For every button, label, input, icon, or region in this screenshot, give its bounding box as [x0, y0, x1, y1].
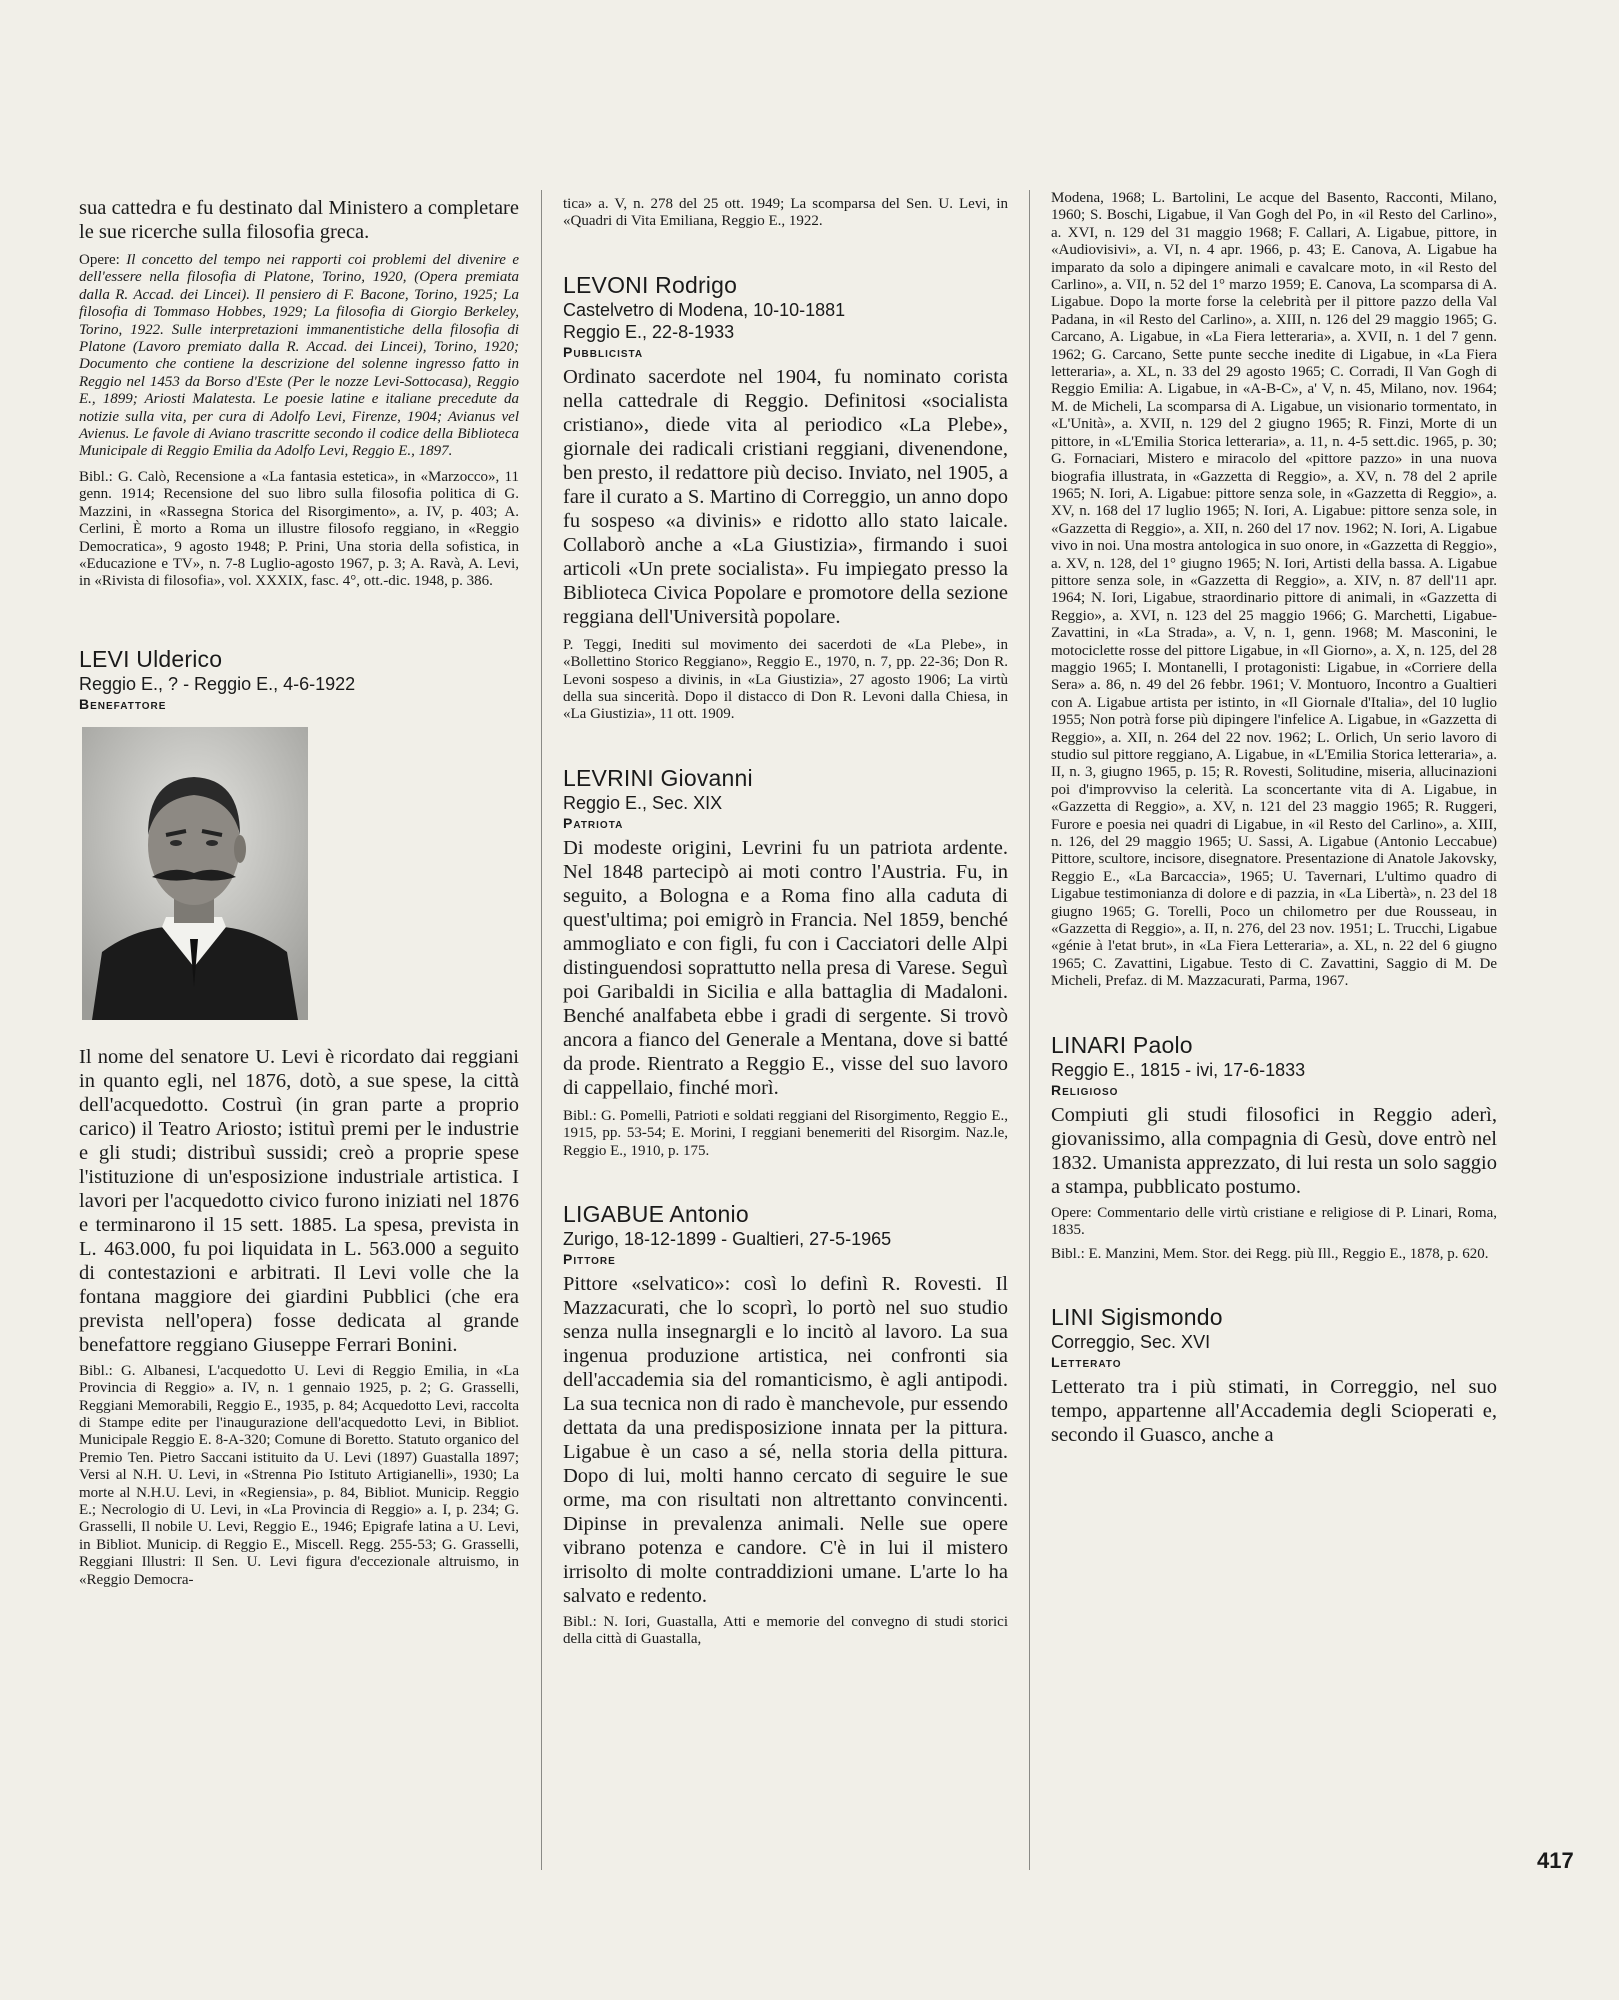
entry-profession: Letterato: [1051, 1353, 1122, 1370]
entry-body: Ordinato sacerdote nel 1904, fu nominato corista nella cattedrale di Reggio. Definitosi «socialista cristiano», diede vita al periodico «La Plebe», giornale dei radicali cristiani reggiani, divenendone, ben presto, il redattore più deciso. Inviato, nel 1905, a fare il curato a S. Martino di Correggio, un anno dopo fu sospeso «a divinis» e ridotto allo stato laicale. Collaborò anche a «La Giustizia», firmando i suoi articoli «Un prete socialista». Fu impiegato presso la Biblioteca Civica Popolare e promotore della sezione reggiana dell'Università popolare.: [563, 365, 1008, 628]
entry-ligabue-antonio: [563, 1200, 1008, 1268]
entry-linari-paolo: [1051, 1031, 1497, 1099]
continued-bibliography: Modena, 1968; L. Bartolini, Le acque del Basento, Racconti, Milano, 1960; S. Boschi, Ligabue, il Van Gogh del Po, in «il Resto del Carlino», a. XVI, n. 129 del 31 maggio 1968; F. Callari, A. Ligabue, pittore, in «Audiovisivi», a. VI, n. 4 apr. 1966, p. 43; E. Canova, A. Ligabue ha imparato da solo a dipingere animali e cavalcare moto, in «il Resto del Carlino», a. VII, n. 52 del 1° marzo 1959; E. Canova, La scomparsa di A. Ligabue. Dopo la morte forse la celebrità per il pittore pazzo della Val Padana, in «il Resto del Carlino», a. XIII, n. 126 del 29 maggio 1965; G. Carcano, A. Ligabue, in «La Fiera letteraria», a. XVII, n. 1 del 7 genn. 1962; G. Carcano, Sette punte secche inedite di Ligabue, in «La Fiera letteraria», a. XL, n. 33 del 29 agosto 1965; C. Corradi, Il Van Gogh di Reggio Emilia: A. Ligabue, in «A-B-C», a' V, n. 45, Milano, nov. 1964; M. de Micheli, La scomparsa di A. Ligabue, un visionario tormentato, in «L'Unità», a. XVII, n. 129 del 2 giugno 1965; R. Finzi, Morte di un pittore, in «L'Emilia Storica letteraria», a. 11, n. 4-5 sett.dic. 1965, p. 30; G. Fornaciari, Mistero e miracolo del «pittore pazzo» in una nuova biografia illustrata, in «Gazzetta di Reggio», a. XV, n. 78 del 2 aprile 1965; N. Iori, A. Ligabue: pittore senza sole, in «Gazzetta di Reggio», a. XV, n. 168 del 17 luglio 1965; N. Iori, A. Ligabue: pittore senza sole, in «Gazzetta di Reggio», a. XII, n. 260 del 17 nov. 1962; N. Iori, A. Ligabue vivo in noi. Una mostra antologica in suo onore, in «Gazzetta di Reggio», a. XV, n. 128, del 1° giugno 1965; N. Iori, Artisti della bassa. A. Ligabue pittore senza sole, in «Gazzetta di Reggio», a. XIV, n. 87 dell'11 apr. 1964; N. Iori, Ligabue, straordinario pittore di animali, in «Gazzetta di Reggio», a. XVI, n. 123 del 25 maggio 1966; G. Marchetti, Ligabue-Zavattini, in «La Strada», a. V, n. 1, genn. 1968; M. Masconini, le motociclette rosse del pittore Ligabue, in «Il Giorno», a. X, n. 125, del 28 maggio 1965; I. Montanelli, I protagonisti: Ligabue, in «Corriere della Sera» a. 86, n. 49 del 26 febbr. 1961; V. Montuoro, Incontro a Gualtieri con A. Ligabue artista per istinto, in «Il Giornale d'Italia», del 10 luglio 1955; Non potrà forse più dipingere l'infelice A. Ligabue, in «Gazzetta di Reggio», a. XII, n. 264 del 22 nov. 1962; L. Orlich, Un serio lavoro di studio sul pittore reggiano, A. Ligabue, in «L'Emilia Storica letteraria», a. II, n. 3, giugno 1965, p. 15; R. Rovesti, Solitudine, miseria, allucinazioni poi d'improvviso la celerità. La sconcertante vita di A. Ligabue, in «Gazzetta di Reggio», a. XV, n. 121 del 23 maggio 1965; R. Ruggeri, Furore e poesia nei quadri di Ligabue, in «il Resto del Carlino», a. XIII, n. 126, del 29 maggio 1965; U. Sassi, A. Ligabue (Antonio Leccabue) Pittore, scultore, incisore, disegnatore. Presentazione di Anatole Jakovsky, Reggio E., «La Barcaccia», 1965; U. Tavernari, L'ultimo quadro di Ligabue testimonianza di dolore e di pazzia, in «La Libertà», n. 23 del 18 giugno 1965; G. Torelli, Poco un chilometro per due Rousseau, in «Gazzetta di Reggio», a. II, n. 276, del 23 nov. 1951; L. Trucchi, Ligabue «génie à l'etat brut», in «La Fiera Letteraria», a. XL, n. 22 del 6 giugno 1965; C. Zavattini, Ligabue. Testo di C. Zavattini, Saggio di M. De Micheli, Prefaz. di M. Mazzacurati, Parma, 1967.: [1051, 190, 1497, 990]
entry-body: Pittore «selvatico»: così lo definì R. Rovesti. Il Mazzacurati, che lo scoprì, lo portò nel suo studio senza nulla insegnargli e lo incitò al lavoro. La sua ingenua produzione artistica, nei confronti sia dell'accademia sia del romanticismo, è agli antipodi. La sua tecnica non di rado è manchevole, pur essendo dettata da una predisposizione innata per la pittura. Ligabue è un caso a sé, nella storia della pittura. Dopo di lui, molti hanno cercato di seguire le sue orme, ma con risultati non altrettanto convincenti. Dipinse in prevalenza animali. Nelle sue opere vibrano potenza e candore. C'è in lui il mistero irrisolto di molte contraddizioni umane. L'arte lo ha salvato e redento.: [563, 1273, 1008, 1608]
column-divider: [1029, 190, 1030, 1870]
entry-name: LIGABUE Antonio: [563, 1201, 749, 1228]
opere-list: Opere: Commentario delle virtù cristiane e religiose di P. Linari, Roma, 1835.: [1051, 1204, 1497, 1239]
entry-name: LINI Sigismondo: [1051, 1303, 1223, 1330]
bibliography: P. Teggi, Inediti sul movimento dei sacerdoti de «La Plebe», in «Bollettino Storico Reggiano», Reggio E., 1970, n. 7, pp. 22-36; Don R. Levoni sospeso a divinis, in «La Giustizia», 27 agosto 1906; La virtù della sua sincerità. Dopo il distacco di Don R. Levoni dalla Chiesa, in «La Giustizia», 11 ott. 1909.: [563, 636, 1008, 723]
entry-dates: Correggio, Sec. XVI: [1051, 1331, 1211, 1352]
column-right: [1051, 190, 1497, 1447]
entry-body: Letterato tra i più stimati, in Correggio, nel suo tempo, appartenne all'Accademia degli Scioperati e, secondo il Guasco, anche a: [1051, 1375, 1497, 1446]
entry-name: LEVRINI Giovanni: [563, 764, 753, 791]
opere-list: Opere: Il concetto del tempo nei rapporti coi problemi del divenire e dell'essere nella filosofia di Platone, Torino, 1920, (Opera premiata dalla R. Accad. dei Lincei). Il pensiero di F. Bacone, Torino, 1925; La filosofia di Tommaso Hobbes, 1929; La filosofia di Giorgio Berkeley, Torino, 1922. Sulle interpretazioni immanentistiche della filosofia di Platone (Lavoro premiato dalla R. Accad. dei Lincei), Torino, 1920; Documento che contiene la descrizione del solenne ingresso fatto in Reggio nel 1453 da Borso d'Este (Per le nozze Levi-Sottocasa), Reggio E., 1899; Ariosti Malatesta. Le poesie latine e italiane precedute da notizie sulla vita, per cura di Adolfo Levi, Firenze, 1904; Avianus vel Avienus. Le favole di Aviano trascritte secondo il codice della Biblioteca Municipale di Reggio Emilia da Adolfo Levi, Reggio E., 1897.: [79, 252, 520, 460]
continued-bibliography: tica» a. V, n. 278 del 25 ott. 1949; La scomparsa del Sen. U. Levi, in «Quadri di Vita Emiliana, Reggio E., 1922.: [563, 196, 1008, 230]
continued-text: sua cattedra e fu destinato dal Ministero a completare le sue ricerche sulla filosofia greca.: [79, 197, 519, 243]
entry-dates: Reggio E., ? - Reggio E., 4-6-1922: [79, 673, 356, 694]
column-left: [79, 196, 519, 1589]
entry-name: LEVONI Rodrigo: [563, 271, 738, 298]
entry-profession: Pittore: [563, 1251, 616, 1268]
entry-dates: Reggio E., 1815 - ivi, 17-6-1833: [1051, 1059, 1306, 1080]
bibliography: Bibl.: E. Manzini, Mem. Stor. dei Regg. più Ill., Reggio E., 1878, p. 620.: [1051, 1245, 1489, 1262]
page-number: 417: [1537, 1848, 1574, 1873]
entry-dates: Zurigo, 18-12-1899 - Gualtieri, 27-5-1965: [563, 1229, 892, 1250]
entry-body: Il nome del senatore U. Levi è ricordato dai reggiani in quanto egli, nel 1876, dotò, a sue spese, la città dell'acquedotto. Costruì (in gran parte a proprio carico) il Teatro Ariosto; istituì premi per le industrie e gli studi; distribuì sussidi; creò a proprie spese l'istituzione di un'esposizione industriale artistica. I lavori per l'acquedotto civico furono iniziati nel 1876 e terminarono il 15 sett. 1885. La spesa, prevista in L. 463.000, fu poi liquidata in L. 563.000 a seguito di contestazioni e arbitrati. Il Levi volle che la fontana maggiore dei giardini Pubblici (che era prevista nell'opera) fosse dedicata al grande benefattore reggiano Giuseppe Ferrari Bonini.: [79, 1045, 519, 1356]
entry-levoni-rodrigo: [563, 271, 1008, 361]
entry-dates: Reggio E., 22-8-1933: [563, 321, 735, 342]
bibliography: Bibl.: N. Iori, Guastalla, Atti e memorie del convegno di studi storici della città di Guastalla,: [563, 1614, 1008, 1648]
entry-dates: Reggio E., Sec. XIX: [563, 792, 723, 813]
portrait-photo: [82, 727, 308, 1020]
entry-lini-sigismondo: [1051, 1303, 1497, 1371]
bibliography: Bibl.: G. Calò, Recensione a «La fantasia estetica», in «Marzocco», 11 genn. 1914; Recensione del suo libro sulla filosofia politica di G. Mazzini, in «Rassegna Storica del Risorgimento», a. IV, p. 403; A. Cerlini, È morto a Roma un illustre filosofo reggiano, in «Reggio Democratica», 9 agosto 1948; P. Prini, Una storia della sofistica, in «Educazione e TV», n. 7-8 Luglio-agosto 1967, p. 3; A. Ravà, A. Levi, in «Rivista di filosofia», vol. XXXIX, fasc. 4°, ott.-dic. 1948, p. 386.: [79, 468, 519, 590]
column-divider: [541, 190, 542, 1870]
entry-name: LEVI Ulderico: [79, 645, 223, 672]
entry-dates: Castelvetro di Modena, 10-10-1881: [563, 299, 846, 320]
bibliography: Bibl.: G. Albanesi, L'acquedotto U. Levi di Reggio Emilia, in «La Provincia di Reggio» a. IV, n. 1 gennaio 1925, p. 2; G. Grasselli, Reggiani Memorabili, Reggio E., 1935, p. 84; Acquedotto Levi, raccolta di Stampe edite per l'inaugurazione dell'acquedotto Levi, in Bibliot. Municipale Reggio E. 8-A-320; Comune di Boretto. Statuto organico del Premio Ten. Pietro Saccani istituito da U. Levi (1897) Guastalla 1897; Versi al N.H. U. Levi, in «Strenna Pio Istituto Artigianelli», 1930; La morte al N.H.U. Levi, in «Regiensia», p. 84, Bibliot. Municip. Reggio E.; Necrologio di U. Levi, in «La Provincia di Reggio» a. I, p. 234; G. Grasselli, Il nobile U. Levi, Reggio E., 1946; Epigrafe latina a U. Levi, in Bibliot. Municip. di Reggio E., Miscell. Regg. 255-53; G. Grasselli, Reggiani Illustri: Il Sen. U. Levi figura d'eccezionale altruismo, in «Reggio Democra-: [79, 1362, 519, 1588]
entry-levrini-giovanni: [563, 764, 1008, 832]
entry-profession: Religioso: [1051, 1081, 1119, 1098]
entry-profession: Patriota: [563, 814, 624, 831]
column-middle: [563, 196, 1008, 1649]
bibliography: Bibl.: G. Pomelli, Patrioti e soldati reggiani del Risorgimento, Reggio E., 1915, pp. 53-54; E. Morini, I reggiani benemeriti del Risorgim. Naz.le, Reggio E., 1910, p. 175.: [563, 1107, 1008, 1159]
entry-profession: Pubblicista: [563, 343, 644, 360]
opere-text: Il concetto del tempo nei rapporti coi problemi del divenire e dell'essere nella filosofia di Platone, Torino, 1920, (Opera premiata dalla R. Accad. dei Lincei). Il pensiero di F. Bacone, Torino, 1925; La filosofia di Tommaso Hobbes, 1929; La filosofia di Giorgio Berkeley, Torino, 1922. Sulle interpretazioni immanentistiche della filosofia di Platone (Lavoro premiato dalla R. Accad. dei Lincei), Torino, 1920; Documento che contiene la descrizione del solenne ingresso fatto in Reggio nel 1453 da Borso d'Este (Per le nozze Levi-Sottocasa), Reggio E., 1899; Ariosti Malatesta. Le poesie latine e italiane precedute da notizie sulla vita, per cura di Adolfo Levi, Firenze, 1904; Avianus vel Avienus. Le favole di Aviano trascritte secondo il codice della Biblioteca Municipale di Reggio Emilia da Adolfo Levi, Reggio E., 1897.: [79, 252, 520, 460]
entry-levi-ulderico: [79, 645, 519, 713]
entry-profession: Benefattore: [79, 695, 167, 712]
entry-name: LINARI Paolo: [1051, 1031, 1193, 1058]
entry-body: Di modeste origini, Levrini fu un patriota ardente. Nel 1848 partecipò ai moti contro l'Austria. Fu, in seguito, a Bologna e a Roma fino alla caduta di quest'ultima; poi emigrò in Francia. Nel 1859, benché ammogliato e con figli, fu con i Cacciatori delle Alpi distinguendosi soprattutto nella presa di Varese. Seguì poi Garibaldi in Sicilia e alla battaglia di Madaloni. Benché analfabeta ebbe i gradi di sergente. Si trovò ancora a fianco del Generale a Mentana, dove si batté da prode. Rientrato a Reggio E., visse del suo lavoro di cappellaio, finché morì.: [563, 836, 1008, 1099]
entry-body: Compiuti gli studi filosofici in Reggio aderì, giovanissimo, alla compagnia di Gesù, dove entrò nel 1832. Umanista apprezzato, di lui resta un solo saggio a stampa, pubblicato postumo.: [1051, 1103, 1497, 1198]
